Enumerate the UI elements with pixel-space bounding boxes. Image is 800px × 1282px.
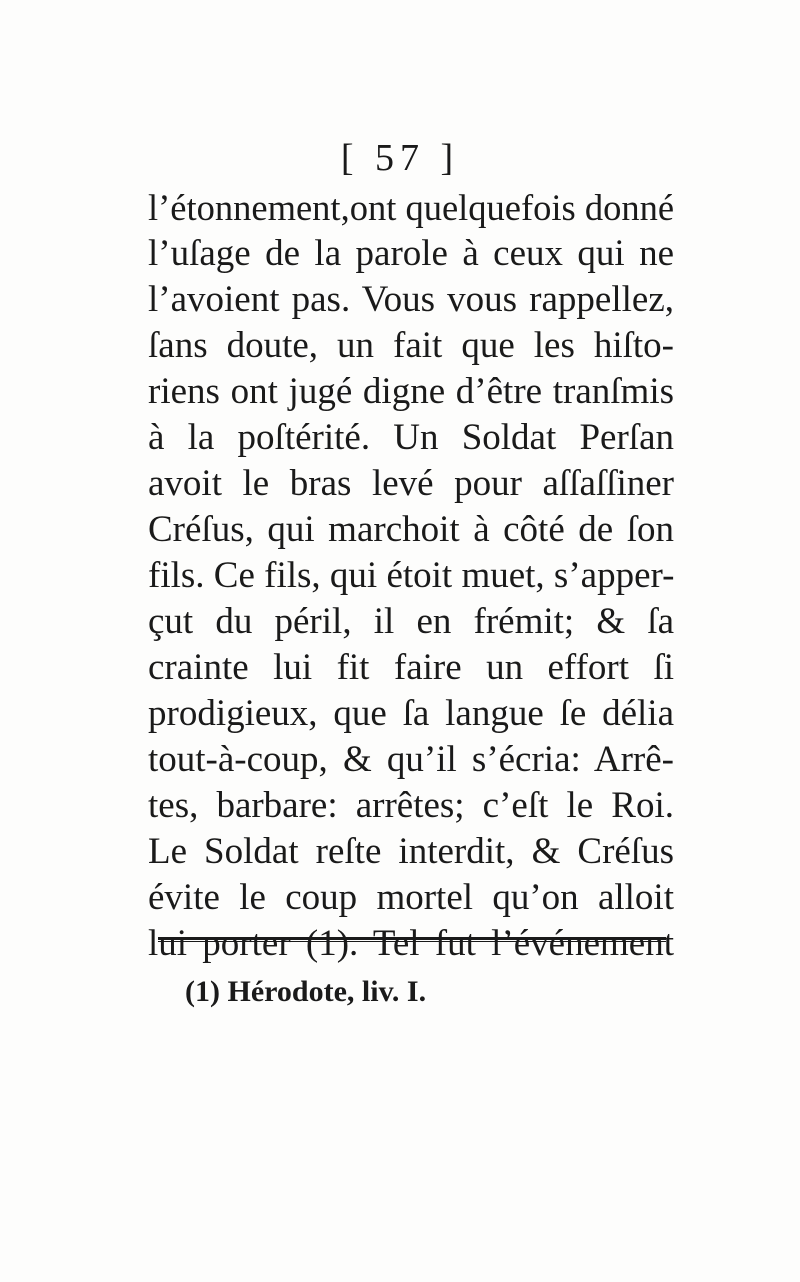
footnote-rule — [158, 937, 666, 942]
text-line-8: Créſus, qui marchoit à côté de ſon — [148, 509, 674, 550]
text-line-14: tes, barbare: arrêtes; c’eſt le Roi. — [148, 785, 674, 826]
text-line-2: l’uſage de la parole à ceux qui ne — [148, 233, 674, 274]
footnote: (1) Hérodote, liv. I. — [185, 975, 427, 1008]
text-line-7: avoit le bras levé pour aſſaſſiner — [148, 463, 674, 504]
text-line-16: évite le coup mortel qu’on alloit — [148, 877, 674, 918]
text-line-4: ſans doute, un fait que les hiſto- — [148, 325, 674, 366]
body-text — [148, 185, 674, 967]
text-line-15: Le Soldat reſte interdit, & Créſus — [148, 831, 674, 872]
text-line-17: lui porter (1). Tel fut l’événement — [148, 923, 674, 964]
page-number: [ 57 ] — [340, 137, 460, 179]
text-line-6: à la poſtérité. Un Soldat Perſan — [148, 417, 674, 458]
text-line-1: l’étonnement,ont quelquefois donné — [148, 187, 675, 228]
text-line-11: crainte lui fit faire un effort ſi — [148, 647, 674, 688]
text-line-9: fils. Ce fils, qui étoit muet, s’apper- — [148, 555, 675, 596]
text-line-13: tout-à-coup, & qu’il s’écria: Arrê- — [148, 739, 674, 780]
text-line-12: prodigieux, que ſa langue ſe délia — [148, 693, 674, 734]
text-line-3: l’avoient pas. Vous vous rappellez, — [148, 279, 674, 320]
text-line-10: çut du péril, il en frémit; & ſa — [148, 601, 674, 642]
text-line-5: riens ont jugé digne d’être tranſmis — [148, 371, 674, 412]
